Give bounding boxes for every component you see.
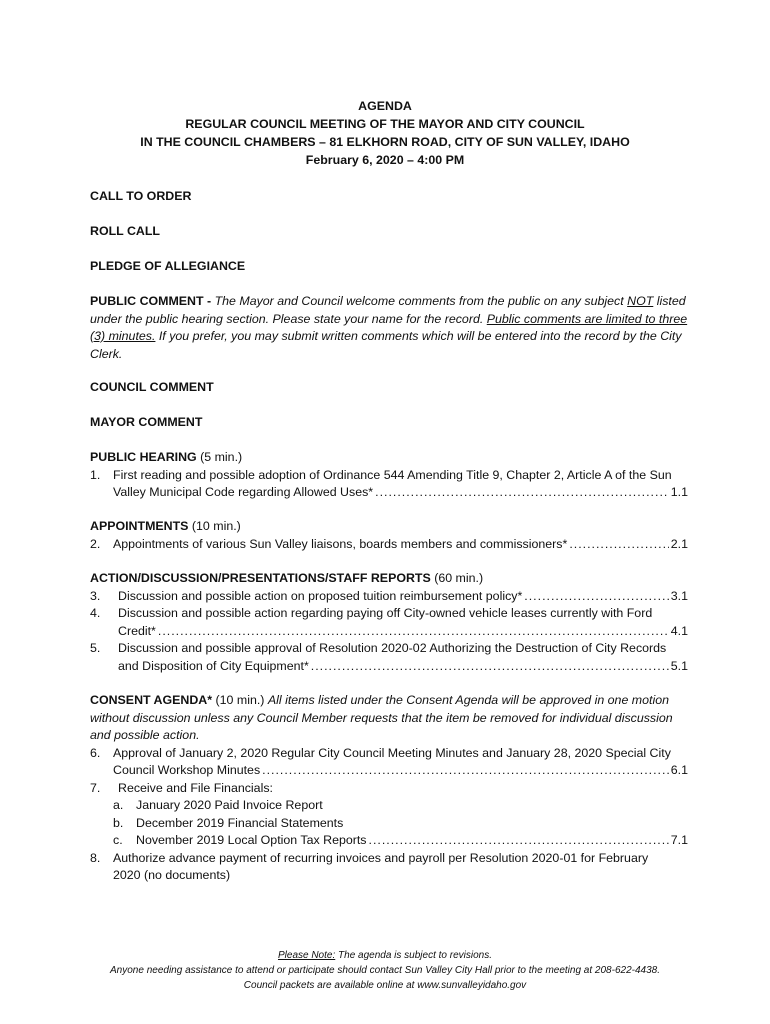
leader-dots	[375, 484, 669, 502]
agenda-item-1	[90, 467, 688, 485]
agenda-item-6-continued	[90, 762, 688, 780]
item-text: Authorize advance payment of recurring invoices and payroll per Resolution 2020-01 for February	[113, 850, 649, 865]
agenda-item-6	[90, 745, 688, 763]
item-text: November 2019 Local Option Tax Reports	[136, 833, 367, 847]
public-hearing-section	[90, 449, 688, 502]
header-title: AGENDA	[358, 99, 412, 113]
action-heading: ACTION/DISCUSSION/PRESENTATIONS/STAFF REPORTS	[90, 571, 431, 585]
item-number: 3.	[90, 588, 101, 603]
consent-agenda-section	[90, 692, 688, 885]
pledge-heading: PLEDGE OF ALLEGIANCE	[90, 259, 246, 273]
consent-intro-text: All items listed under the Consent Agenda will be approved in one motion without discussion unless any Council Member requests that the item be removed for individual discussion and possible action.	[90, 693, 673, 742]
agenda-item-8	[90, 850, 688, 868]
item-text: Credit*	[118, 623, 156, 638]
item-letter: b.	[113, 815, 124, 830]
item-number: 2.	[90, 536, 101, 551]
agenda-item-3	[90, 588, 688, 606]
item-text: Discussion and possible action regarding paying off City-owned vehicle leases currently with Ford	[118, 606, 653, 620]
item-page-ref: 2.1	[670, 536, 688, 551]
header-date: February 6, 2020 – 4:00 PM	[305, 153, 465, 167]
item-number: 4.	[90, 606, 101, 620]
roll-call-heading: ROLL CALL	[90, 224, 160, 238]
public-comment-text-1: The Mayor and Council welcome comments from the public on any subject	[214, 294, 628, 308]
item-text: First reading and possible adoption of Ordinance 544 Amending Title 9, Chapter 2, Article A of the Sun	[113, 467, 672, 482]
footer-note-label: Please Note:	[277, 950, 336, 961]
footer-note-text: The agenda is subject to revisions.	[335, 950, 493, 961]
public-comment-not: NOT	[627, 294, 654, 308]
agenda-item-5	[90, 640, 688, 658]
item-text: Discussion and possible approval of Resolution 2020-02 Authorizing the Destruction of City Records	[118, 641, 667, 655]
agenda-item-4-continued	[90, 623, 688, 641]
item-text: Appointments of various Sun Valley liaisons, boards members and commissioners*	[113, 536, 568, 551]
item-text: December 2019 Financial Statements	[136, 815, 344, 830]
public-hearing-heading: PUBLIC HEARING	[90, 450, 197, 464]
item-number: 5.	[90, 641, 101, 655]
agenda-item-2	[90, 536, 688, 554]
mayor-comment-heading: MAYOR COMMENT	[90, 415, 203, 429]
consent-intro	[90, 692, 688, 745]
page-footer	[0, 948, 770, 993]
item-text: Discussion and possible action on proposed tuition reimbursement policy*	[118, 588, 523, 603]
item-number: 1.	[90, 467, 101, 482]
item-page-ref: 3.1	[670, 588, 688, 603]
item-text: Council Workshop Minutes	[113, 763, 261, 777]
footer-packets: Council packets are available online at www.sunvalleyidaho.gov	[243, 980, 527, 991]
consent-heading: CONSENT AGENDA*	[90, 693, 213, 707]
item-text: Receive and File Financials:	[118, 780, 273, 795]
public-hearing-time: (5 min.)	[196, 450, 243, 464]
item-page-ref: 6.1	[670, 763, 688, 777]
item-number: 7.	[90, 780, 101, 795]
item-letter: a.	[113, 798, 124, 812]
appointments-heading: APPOINTMENTS	[90, 519, 189, 533]
call-to-order-heading: CALL TO ORDER	[90, 189, 192, 203]
item-number: 6.	[90, 745, 101, 760]
item-text: and Disposition of City Equipment*	[118, 658, 309, 673]
item-page-ref: 4.1	[670, 623, 688, 638]
footer-assistance: Anyone needing assistance to attend or participate should contact Sun Valley City Hall prior to the meeting at 208-622-4438.	[110, 965, 660, 976]
agenda-header	[0, 98, 770, 170]
appointments-time: (10 min.)	[188, 519, 241, 533]
item-page-ref: 1.1	[670, 485, 688, 499]
leader-dots	[569, 536, 668, 554]
leader-dots	[369, 832, 669, 850]
public-comment-limit: Public comments are limited to three (3) minutes.	[90, 311, 688, 343]
leader-dots	[311, 658, 669, 676]
item-text: Valley Municipal Code regarding Allowed Uses*	[113, 485, 374, 499]
action-section	[90, 570, 688, 675]
item-number: 8.	[90, 850, 101, 865]
item-text: Approval of January 2, 2020 Regular City Council Meeting Minutes and January 28, 2020 Special City	[113, 745, 671, 760]
leader-dots	[524, 588, 668, 606]
item-text: 2020 (no documents)	[113, 868, 231, 882]
action-time: (60 min.)	[430, 571, 484, 585]
agenda-item-7a	[90, 797, 688, 815]
public-comment-text-2: listed under the public hearing section. Please state your name for the record.	[90, 294, 686, 326]
agenda-item-4	[90, 605, 688, 623]
public-comment-heading: PUBLIC COMMENT	[90, 294, 204, 308]
agenda-item-7	[90, 780, 688, 798]
public-comment-separator: -	[203, 294, 215, 308]
item-text: January 2020 Paid Invoice Report	[136, 798, 323, 812]
council-comment-heading: COUNCIL COMMENT	[90, 380, 214, 394]
consent-time: (10 min.)	[212, 693, 268, 707]
appointments-section	[90, 518, 688, 553]
agenda-item-5-continued	[90, 658, 688, 676]
header-location: IN THE COUNCIL CHAMBERS – 81 ELKHORN ROAD, CITY OF SUN VALLEY, IDAHO	[140, 135, 630, 149]
agenda-item-7c	[90, 832, 688, 850]
public-comment-text-3: If you prefer, you may submit written comments which will be entered into the record by the City Clerk.	[90, 329, 682, 361]
public-comment-section	[90, 293, 688, 363]
item-page-ref: 7.1	[670, 833, 688, 847]
item-page-ref: 5.1	[670, 658, 688, 673]
agenda-item-8-continued	[90, 867, 688, 885]
item-letter: c.	[113, 833, 123, 847]
agenda-item-1-continued	[90, 484, 688, 502]
agenda-item-7b	[90, 815, 688, 833]
header-meeting: REGULAR COUNCIL MEETING OF THE MAYOR AND CITY COUNCIL	[185, 117, 585, 131]
leader-dots	[158, 623, 669, 641]
leader-dots	[262, 762, 669, 780]
